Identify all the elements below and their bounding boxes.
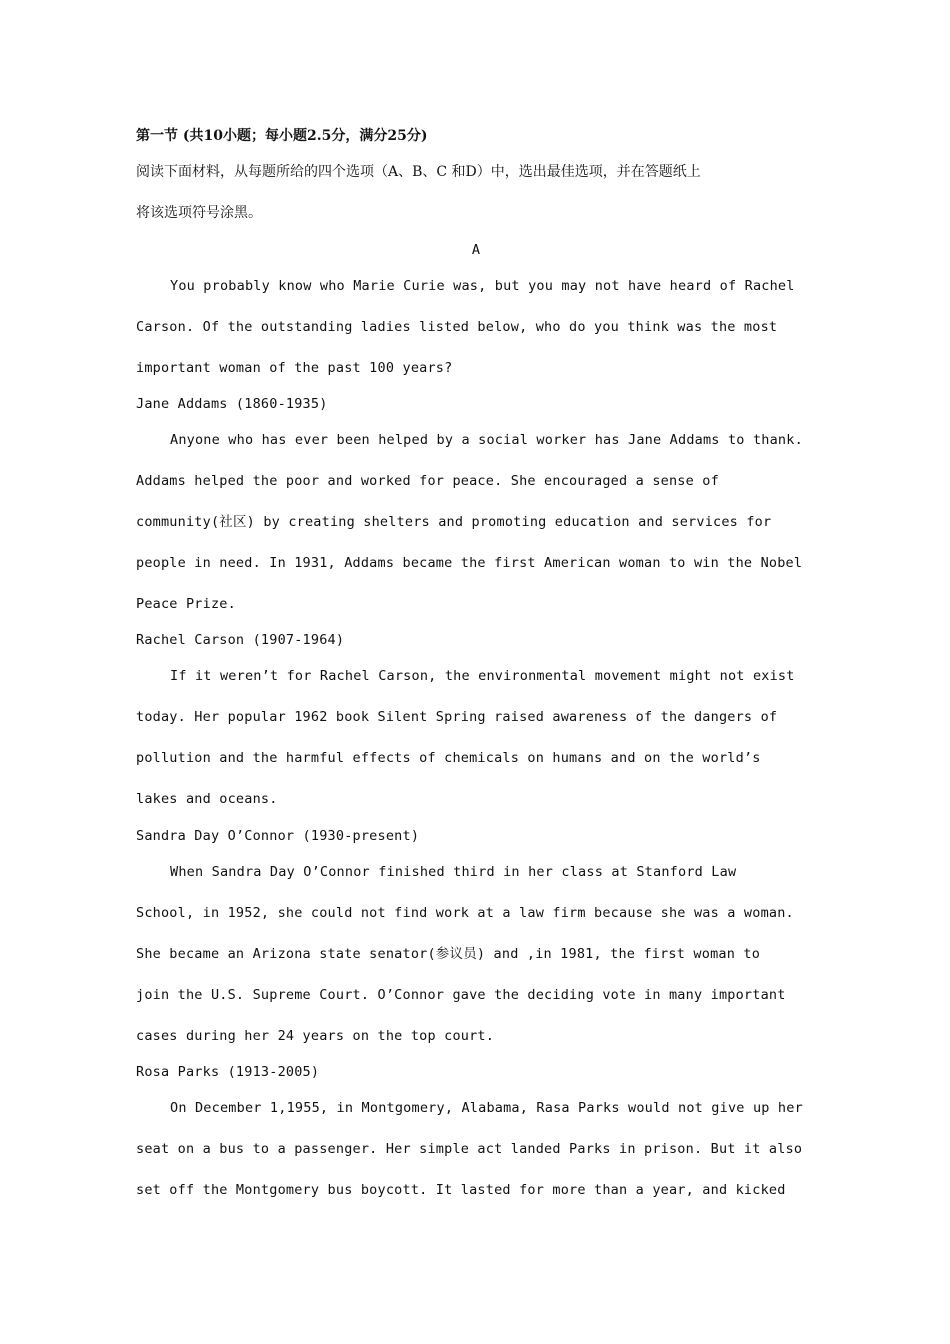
paragraph-line: today. Her popular 1962 book Silent Spring raised awareness of the dangers of bbox=[136, 709, 778, 725]
paragraph-line: On December 1,1955, in Montgomery, Alabama, Rasa Parks would not give up her bbox=[170, 1100, 803, 1116]
paragraph-line: community(社区) by creating shelters and promoting education and services for bbox=[136, 514, 772, 530]
person-heading: Rachel Carson (1907-1964) bbox=[136, 632, 345, 648]
section-heading: 第一节 (共10小题；每小题2.5分，满分25分) bbox=[136, 128, 428, 144]
paragraph-line: set off the Montgomery bus boycott. It lasted for more than a year, and kicked bbox=[136, 1182, 786, 1198]
paragraph-line: cases during her 24 years on the top court. bbox=[136, 1028, 495, 1044]
paragraph-line: When Sandra Day O’Connor finished third in her class at Stanford Law bbox=[170, 864, 737, 880]
paragraph-line: people in need. In 1931, Addams became the first American woman to win the Nobel bbox=[136, 555, 803, 571]
person-heading: Sandra Day O’Connor (1930-present) bbox=[136, 828, 420, 844]
paragraph-line: pollution and the harmful effects of chemicals on humans and on the world’s bbox=[136, 750, 761, 766]
paragraph-line: If it weren’t for Rachel Carson, the environmental movement might not exist bbox=[170, 668, 795, 684]
paragraph-line: Carson. Of the outstanding ladies listed below, who do you think was the most bbox=[136, 319, 778, 335]
paragraph-line: Addams helped the poor and worked for peace. She encouraged a sense of bbox=[136, 473, 719, 489]
paragraph-line: lakes and oceans. bbox=[136, 791, 278, 807]
paragraph-line: Anyone who has ever been helped by a social worker has Jane Addams to thank. bbox=[170, 432, 803, 448]
passage-label: A bbox=[471, 242, 481, 258]
paragraph-line: Peace Prize. bbox=[136, 596, 236, 612]
instruction-line: 阅读下面材料，从每题所给的四个选项（A、B、C 和D）中，选出最佳选项，并在答题纸上 bbox=[136, 164, 701, 180]
paragraph-line: important woman of the past 100 years? bbox=[136, 360, 453, 376]
paragraph-line: School, in 1952, she could not find work at a law firm because she was a woman. bbox=[136, 905, 794, 921]
person-heading: Rosa Parks (1913-2005) bbox=[136, 1064, 320, 1080]
paragraph-line: She became an Arizona state senator(参议员) and ,in 1981, the first woman to bbox=[136, 946, 761, 962]
paragraph-line: join the U.S. Supreme Court. O’Connor gave the deciding vote in many important bbox=[136, 987, 786, 1003]
paragraph-line: You probably know who Marie Curie was, but you may not have heard of Rachel bbox=[170, 278, 795, 294]
person-heading: Jane Addams (1860-1935) bbox=[136, 396, 328, 412]
instruction-line: 将该选项符号涂黑。 bbox=[136, 205, 262, 221]
paragraph-line: seat on a bus to a passenger. Her simple act landed Parks in prison. But it also bbox=[136, 1141, 803, 1157]
